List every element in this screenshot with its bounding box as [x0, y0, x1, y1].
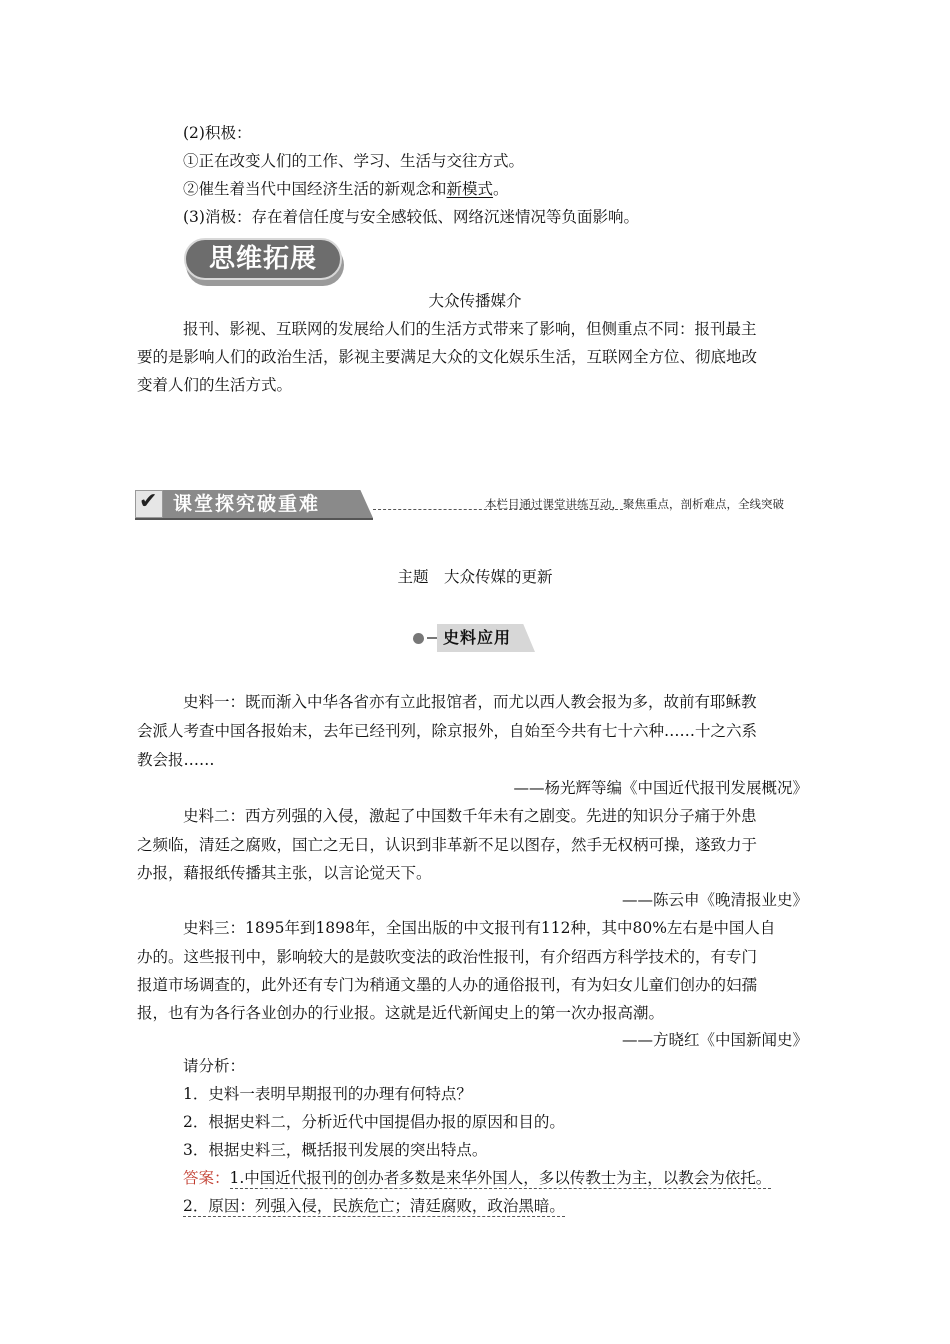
source-2-line-2: 之频临，清廷之腐败，国亡之无日，认识到非革新不足以图存，然手无权柄可操，遂致力于: [137, 836, 758, 854]
source-3-line-4: 报，也有为各行各业创办的行业报。这就是近代新闻史上的第一次办报高潮。: [137, 1004, 665, 1022]
source-1-line-3: 教会报……: [137, 751, 215, 769]
answer-2: 2．原因：列强入侵，民族危亡；清廷腐败，政治黑暗。: [183, 1197, 565, 1215]
banner-underline: [135, 518, 373, 520]
intro-line-3-prefix: ②催生着当代中国经济生活的新观念和: [183, 180, 447, 198]
banner-checkbox: [135, 490, 163, 518]
source-2-citation: ——陈云申《晚清报业史》: [621, 891, 808, 909]
pill-dot-icon: [413, 633, 424, 644]
question-3: 3．根据史料三，概括报刊发展的突出特点。: [183, 1141, 488, 1159]
think-badge-label: 思维拓展: [208, 244, 317, 274]
intro-line-1: (2)积极：: [183, 124, 252, 142]
think-para-line-2: 要的是影响人们的政治生活，影视主要满足大众的文化娱乐生活，互联网全方位、彻底地改: [137, 348, 758, 366]
answer-line-2: [183, 1195, 565, 1217]
source-3-citation: ——方晓红《中国新闻史》: [621, 1031, 808, 1049]
intro-line-3: [183, 178, 509, 200]
source-3-line-1: 史料三：1895年到1898年，全国出版的中文报刊有112种，其中80%左右是中国人自: [183, 919, 776, 937]
banner-title: 课堂探究破重难: [173, 493, 321, 515]
think-title: 大众传播媒介: [428, 292, 522, 310]
intro-line-2: ①正在改变人们的工作、学习、生活与交往方式。: [183, 152, 525, 170]
intro-line-3-suffix: 。: [493, 180, 509, 198]
source-pill: [413, 624, 535, 652]
pill-label: 史料应用: [443, 628, 512, 647]
pill-connector: [427, 637, 437, 639]
answer-1: 1.中国近代报刊的创办者多数是来华外国人，多以传教士为主，以教会为依托。: [229, 1169, 772, 1187]
source-2-line-3: 办报，藉报纸传播其主张，以言论觉天下。: [137, 864, 432, 882]
section-banner: [135, 488, 815, 522]
underlined-term: 新模式: [446, 180, 494, 198]
answer-line-1: [183, 1167, 771, 1189]
intro-line-4: (3)消极：存在着信任度与安全感较低、网络沉迷情况等负面影响。: [183, 208, 639, 226]
answer-label: 答案：: [183, 1169, 230, 1187]
think-para-line-3: 变着人们的生活方式。: [137, 376, 293, 394]
topic-title: 主题 大众传媒的更新: [397, 568, 553, 586]
questions-heading: 请分析：: [183, 1057, 246, 1075]
think-para-line-1: 报刊、影视、互联网的发展给人们的生活方式带来了影响，但侧重点不同：报刊最主: [183, 320, 757, 338]
source-3-line-3: 报道市场调查的，此外还有专门为稍通文墨的人办的通俗报刊，有为妇女儿童们创办的妇孺: [137, 976, 758, 994]
banner-note: 本栏目通过课堂讲练互动，聚焦重点，剖析难点，全线突破: [485, 497, 784, 511]
source-1-line-1: 史料一：既而渐入中华各省亦有立此报馆者，而尤以西人教会报为多，故前有耶稣教: [183, 693, 757, 711]
source-1-citation: ——杨光辉等编《中国近代报刊发展概况》: [513, 779, 808, 797]
check-icon: ✔: [139, 489, 158, 514]
think-badge: [184, 238, 346, 288]
source-3-line-2: 办的。这些报刊中，影响较大的是鼓吹变法的政治性报刊，有介绍西方科学技术的，有专门: [137, 948, 758, 966]
question-1: 1．史料一表明早期报刊的办理有何特点？: [183, 1085, 472, 1103]
source-2-line-1: 史料二：西方列强的入侵，激起了中国数千年未有之剧变。先进的知识分子痛于外患: [183, 807, 757, 825]
source-1-line-2: 会派人考查中国各报始末，去年已经刊列，除京报外，自始至今共有七十六种……十之六系: [137, 722, 758, 740]
question-2: 2．根据史料二，分析近代中国提倡办报的原因和目的。: [183, 1113, 565, 1131]
